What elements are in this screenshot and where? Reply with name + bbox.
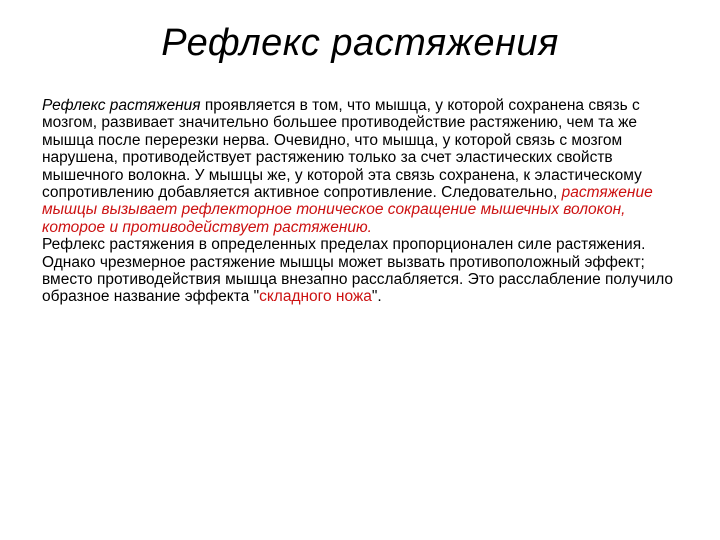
quote-close: ". [371,288,382,306]
paragraph-1 [42,97,682,236]
paragraph-2-text: Рефлекс растяжения в определенных пределах пропорционален силе растяжения. Однако чрезмерное растяжение мышцы может вызвать противоположный эффект; вместо противодействия мышца внезапно расслабляется. Это расслабление получило образное название эффекта [42,236,674,306]
paragraph-2 [42,236,682,306]
slide-body [42,97,682,306]
slide-title: Рефлекс растяжения [161,22,559,64]
paragraph-1-highlight: растяжение мышцы вызывает рефлекторное тоническое сокращение мышечных волокон, которое и противодействует растяжению. [42,184,653,236]
paragraph-1-text: проявляется в том, что мышца, у которой сохранена связь с мозгом, развивает значительно большее противодействие растяжению, чем та же мышца после перерезки нерва. Очевидно, что мышца, у которой связь с мозгом нарушена, противодействует растяжению только за счет эластических свойств мышечного волокна. У мышцы же, у которой эта связь сохранена, к эластическому сопротивлению добавляется активное сопротивление. Следовательно, [42,97,642,202]
quote-open: " [253,288,260,306]
paragraph-2-highlight: складного ножа [259,288,372,306]
term-italic: Рефлекс растяжения [42,97,201,114]
